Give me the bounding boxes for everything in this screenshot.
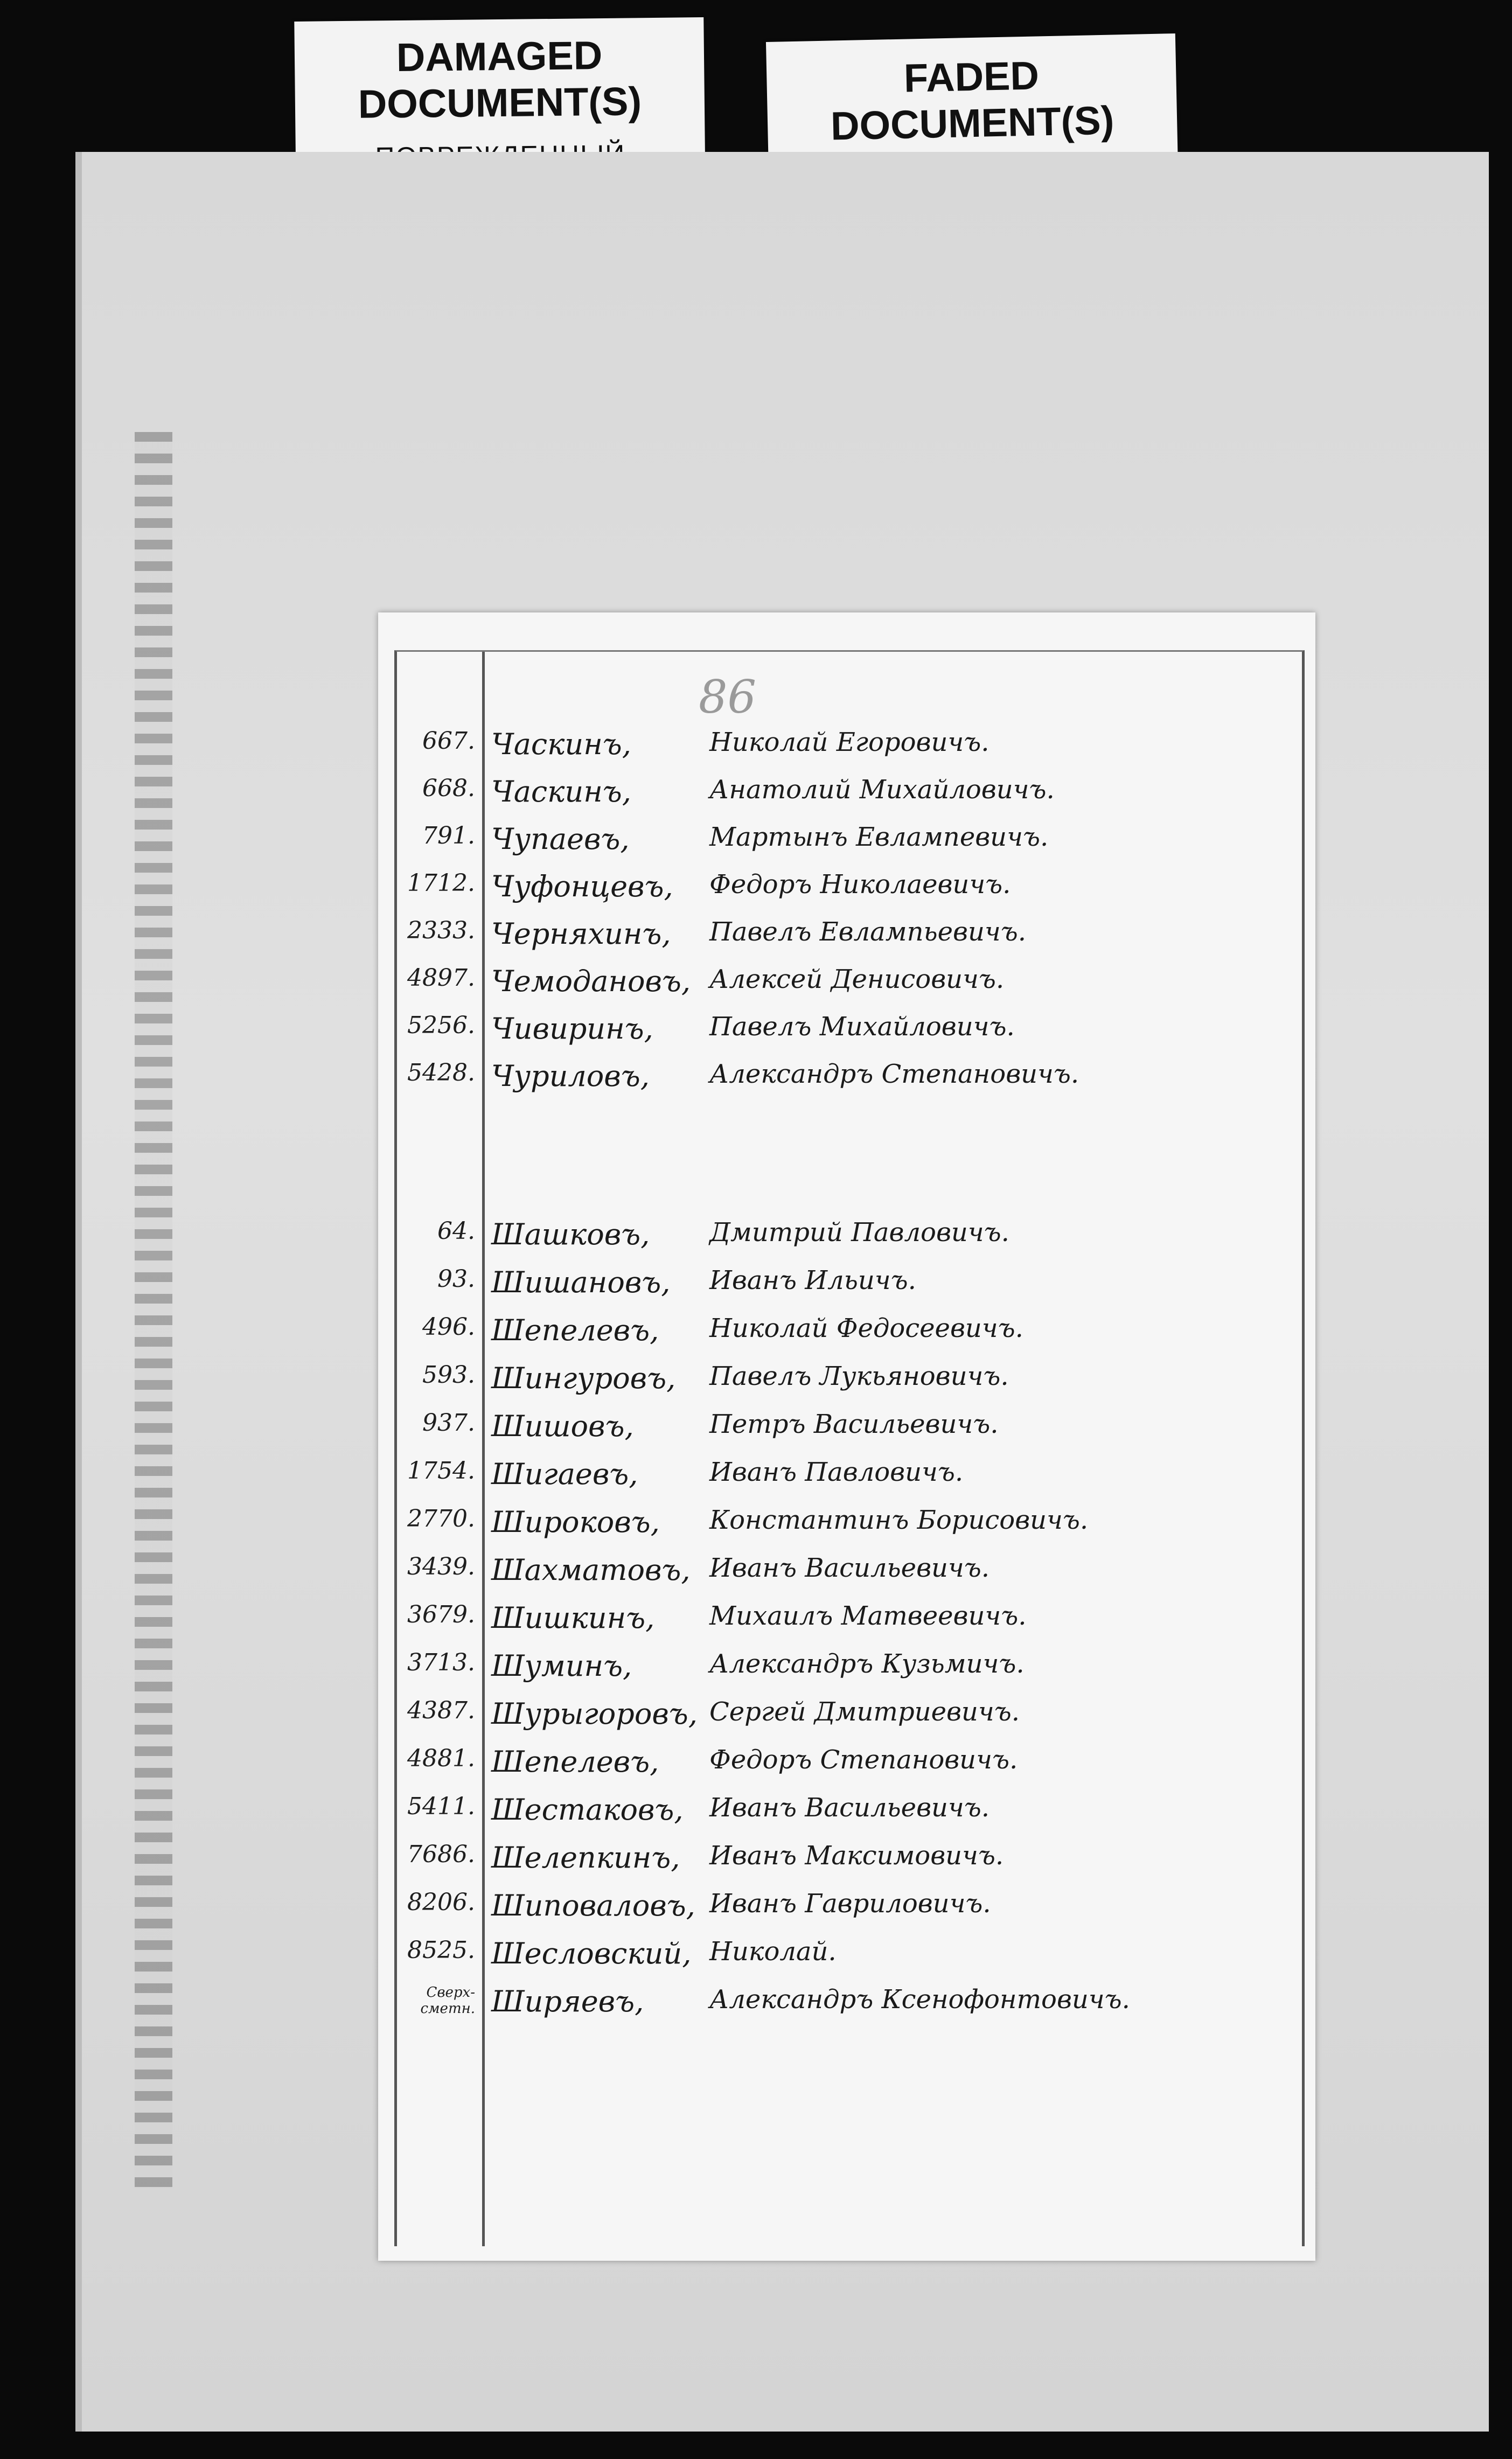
entry-given-names: Петръ Васильевичъ. bbox=[709, 1409, 999, 1439]
entry-given-names: Алексей Денисовичъ. bbox=[709, 964, 1005, 994]
entry-given-names: Анатолий Михайловичъ. bbox=[709, 775, 1055, 805]
entry-number: 4387. bbox=[407, 1697, 475, 1724]
register-sheet bbox=[378, 612, 1315, 2261]
register-row bbox=[397, 1409, 1302, 1452]
entry-surname: Часкинъ, bbox=[491, 775, 631, 809]
torn-left-edge bbox=[135, 432, 172, 2188]
entry-given-names: Федоръ Николаевичъ. bbox=[709, 869, 1011, 900]
entry-number: 5428. bbox=[407, 1059, 475, 1086]
entry-given-names: Иванъ Васильевичъ. bbox=[709, 1793, 990, 1823]
entry-number: 937. bbox=[422, 1409, 475, 1437]
entry-number: 93. bbox=[437, 1265, 475, 1293]
register-row bbox=[397, 869, 1302, 912]
entry-number: 64. bbox=[437, 1217, 475, 1245]
damaged-label-title: DAMAGED DOCUMENT(S) bbox=[358, 33, 642, 127]
register-row bbox=[397, 1313, 1302, 1356]
entry-given-names: Константинъ Борисовичъ. bbox=[709, 1505, 1089, 1535]
entry-number: 593. bbox=[422, 1361, 475, 1389]
entry-surname: Шингуровъ, bbox=[491, 1361, 676, 1395]
register-row bbox=[397, 822, 1302, 865]
entry-given-names: Николай Федосеевичъ. bbox=[709, 1313, 1023, 1343]
entry-surname: Шишовъ, bbox=[491, 1409, 634, 1443]
entry-surname: Чуриловъ, bbox=[491, 1059, 650, 1093]
entry-number: Сверх-сметн. bbox=[420, 1984, 475, 2017]
entry-given-names: Сергей Дмитриевичъ. bbox=[709, 1697, 1020, 1727]
register-row bbox=[397, 1012, 1302, 1055]
register-row bbox=[397, 1059, 1302, 1102]
outer-page bbox=[75, 152, 1489, 2432]
entry-surname: Шишановъ, bbox=[491, 1265, 671, 1299]
entry-number: 791. bbox=[422, 822, 475, 849]
register-row bbox=[397, 1265, 1302, 1308]
register-row bbox=[397, 1217, 1302, 1260]
entry-given-names: Павелъ Евлампьевичъ. bbox=[709, 917, 1026, 947]
entry-number: 496. bbox=[422, 1313, 475, 1341]
register-row bbox=[397, 1457, 1302, 1500]
entry-surname: Шашковъ, bbox=[491, 1217, 650, 1251]
register-row bbox=[397, 964, 1302, 1007]
entry-number: 1712. bbox=[407, 869, 475, 897]
entry-number: 3713. bbox=[407, 1649, 475, 1676]
entry-number: 8525. bbox=[407, 1936, 475, 1964]
entry-surname: Шепелевъ, bbox=[491, 1313, 659, 1347]
register-row bbox=[397, 1505, 1302, 1548]
entry-number: 668. bbox=[422, 775, 475, 802]
entry-surname: Ширяевъ, bbox=[491, 1984, 644, 2018]
entry-given-names: Александръ Степановичъ. bbox=[709, 1059, 1079, 1089]
register-row bbox=[397, 775, 1302, 818]
entry-given-names: Павелъ Михайловичъ. bbox=[709, 1012, 1015, 1042]
register-row bbox=[397, 1697, 1302, 1740]
entry-surname: Чупаевъ, bbox=[491, 822, 630, 856]
entry-given-names: Иванъ Максимовичъ. bbox=[709, 1841, 1004, 1871]
entry-given-names: Иванъ Ильичъ. bbox=[709, 1265, 916, 1295]
entry-number: 1754. bbox=[407, 1457, 475, 1485]
entry-number: 5411. bbox=[407, 1793, 475, 1820]
entry-number: 3679. bbox=[407, 1601, 475, 1628]
entry-surname: Шигаевъ, bbox=[491, 1457, 638, 1491]
entry-surname: Шепелевъ, bbox=[491, 1745, 659, 1779]
entry-given-names: Михаилъ Матвеевичъ. bbox=[709, 1601, 1027, 1631]
entry-number: 4897. bbox=[407, 964, 475, 992]
entry-number: 3439. bbox=[407, 1553, 475, 1580]
register-row bbox=[397, 1984, 1302, 2028]
entry-surname: Широковъ, bbox=[491, 1505, 660, 1539]
register-table bbox=[394, 650, 1305, 2246]
register-row bbox=[397, 1936, 1302, 1980]
register-row bbox=[397, 1601, 1302, 1644]
entry-surname: Шишкинъ, bbox=[491, 1601, 655, 1635]
register-row bbox=[397, 1793, 1302, 1836]
entry-surname: Шахматовъ, bbox=[491, 1553, 691, 1587]
entry-given-names: Николай. bbox=[709, 1936, 837, 1967]
entry-number: 8206. bbox=[407, 1889, 475, 1916]
entry-number: 7686. bbox=[407, 1841, 475, 1868]
margin-note: 86 bbox=[699, 671, 756, 723]
register-row bbox=[397, 1361, 1302, 1404]
register-row bbox=[397, 1553, 1302, 1596]
entry-surname: Шестаковъ, bbox=[491, 1793, 684, 1827]
entry-given-names: Дмитрий Павловичъ. bbox=[709, 1217, 1009, 1248]
register-row bbox=[397, 917, 1302, 960]
entry-given-names: Иванъ Васильевичъ. bbox=[709, 1553, 990, 1583]
entry-given-names: Федоръ Степановичъ. bbox=[709, 1745, 1018, 1775]
entry-given-names: Иванъ Гавриловичъ. bbox=[709, 1889, 991, 1919]
entry-given-names: Мартынъ Евлампевичъ. bbox=[709, 822, 1049, 852]
entry-number: 4881. bbox=[407, 1745, 475, 1772]
entry-surname: Часкинъ, bbox=[491, 727, 631, 761]
entry-surname: Шиповаловъ, bbox=[491, 1889, 695, 1922]
entry-surname: Шурыгоровъ, bbox=[491, 1697, 698, 1731]
entry-surname: Чемодановъ, bbox=[491, 964, 691, 998]
entry-number: 667. bbox=[422, 727, 475, 755]
register-row bbox=[397, 727, 1302, 770]
entry-surname: Чивиринъ, bbox=[491, 1012, 653, 1046]
entry-number: 5256. bbox=[407, 1012, 475, 1039]
register-row bbox=[397, 1649, 1302, 1692]
entry-surname: Чуфонцевъ, bbox=[491, 869, 673, 903]
entry-given-names: Павелъ Лукьяновичъ. bbox=[709, 1361, 1009, 1391]
register-row bbox=[397, 1889, 1302, 1932]
entry-surname: Шуминъ, bbox=[491, 1649, 632, 1683]
entry-given-names: Александръ Кузьмичъ. bbox=[709, 1649, 1025, 1679]
register-row bbox=[397, 1841, 1302, 1884]
register-row bbox=[397, 1745, 1302, 1788]
entry-number: 2770. bbox=[407, 1505, 475, 1532]
entry-given-names: Иванъ Павловичъ. bbox=[709, 1457, 964, 1487]
faded-label-title: FADED DOCUMENT(S) bbox=[830, 53, 1115, 149]
entry-given-names: Николай Егоровичъ. bbox=[709, 727, 990, 757]
entry-given-names: Александръ Ксенофонтовичъ. bbox=[709, 1984, 1130, 2015]
entry-number: 2333. bbox=[407, 917, 475, 944]
entry-surname: Шелепкинъ, bbox=[491, 1841, 680, 1875]
entry-surname: Черняхинъ, bbox=[491, 917, 671, 951]
entry-surname: Шесловский, bbox=[491, 1936, 692, 1970]
